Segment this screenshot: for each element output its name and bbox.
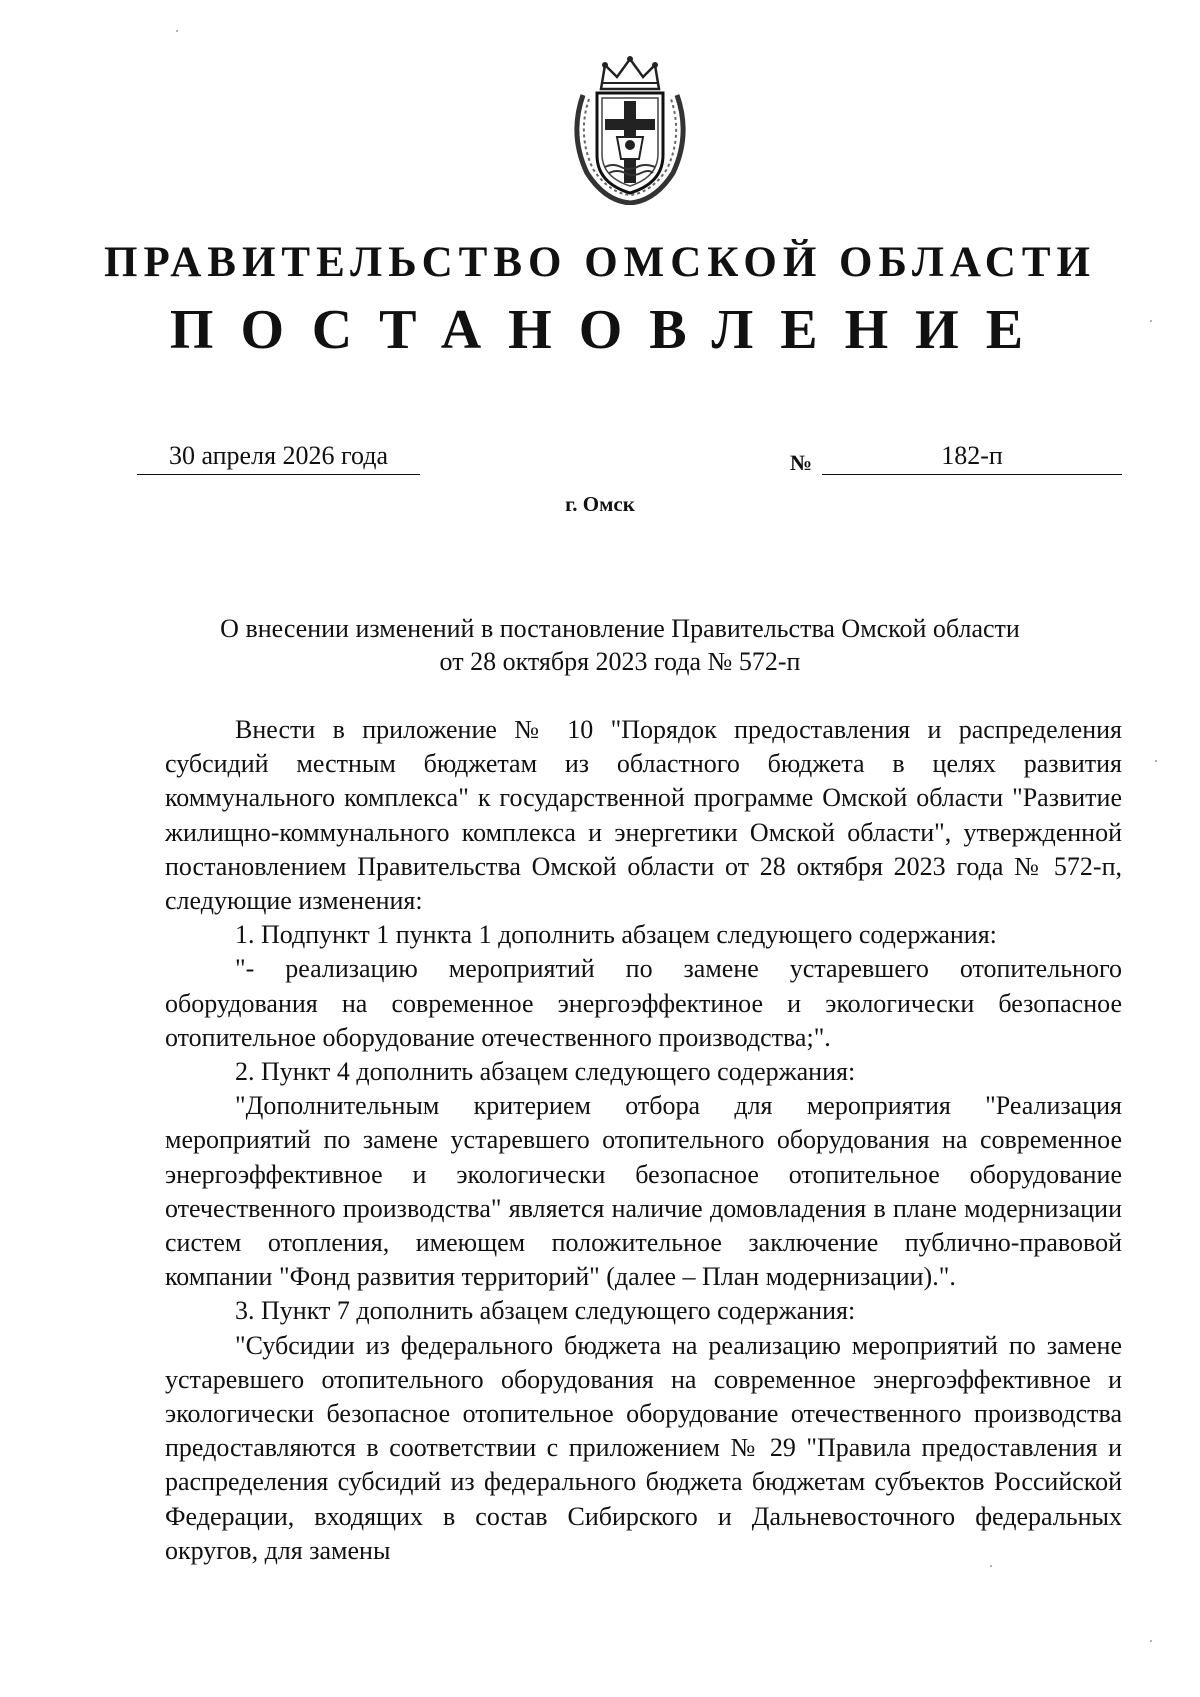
number-label: № [790, 450, 813, 475]
body-paragraph: 2. Пункт 4 дополнить абзацем следующего содержания: [235, 1057, 856, 1087]
scan-speck [1150, 1640, 1152, 1642]
scan-speck [1155, 760, 1157, 762]
coat-of-arms-emblem [565, 55, 695, 205]
body-paragraph: "- реализацию мероприятий по замене устаревшего отопительного оборудования на современное энергоэффектиное и экологически безопасное отопительное оборудование отечественного производства;". [165, 954, 1122, 1052]
scan-speck [1150, 320, 1152, 322]
body-paragraph: 1. Подпункт 1 пункта 1 дополнить абзацем следующего содержания: [235, 920, 997, 950]
body-paragraph: Внести в приложение № 10 "Порядок предоставления и распределения субсидий местным бюджетам из областного бюджета в целях развития коммунального комплекса" к государственной программе Омской области "Развитие жилищно-коммунального комплекса и энергетики Омской области", утвержденной постановлением Правительства Омской области от 28 октября 2023 года № 572-п, следующие изменения: [165, 715, 1122, 916]
government-title: ПРАВИТЕЛЬСТВО ОМСКОЙ ОБЛАСТИ [104, 239, 1096, 286]
document-type-title: ПОСТАНОВЛЕНИЕ [169, 299, 1051, 361]
subject-line-2: от 28 октября 2023 года № 572-п [439, 647, 801, 676]
body-paragraph: "Дополнительным критерием отбора для мероприятия "Реализация мероприятий по замене устаревшего отопительного оборудования на современное энергоэффективное и экологически безопасное отопительное оборудование отечественного производства" является наличие домовладения в плане модернизации систем отопления, имеющем положительное заключение публично-правовой компании "Фонд развития территорий" (далее – План модернизации).". [165, 1091, 1122, 1292]
city-label: г. Омск [565, 492, 635, 516]
document-body [165, 713, 1122, 1568]
scan-speck [990, 1565, 992, 1567]
body-paragraph: 3. Пункт 7 дополнить абзацем следующего содержания: [235, 1296, 856, 1326]
subject-line-1: О внесении изменений в постановление Правительства Омской области [220, 614, 1020, 643]
document-date: 30 апреля 2026 года [137, 440, 420, 475]
body-paragraph: "Субсидии из федерального бюджета на реализацию мероприятий по замене устаревшего отопительного оборудования на современное энергоэффективное и экологически безопасное отопительное оборудование отечественного производства предоставляются в соответствии с приложением № 29 "Правила предоставления и распределения субсидий из федерального бюджета бюджетам субъектов Российской Федерации, входящих в состав Сибирского и Дальневосточного федеральных округов, для замены [165, 1330, 1122, 1565]
scan-speck [176, 30, 178, 32]
document-subject [150, 612, 1090, 678]
document-number: 182-п [822, 440, 1122, 475]
